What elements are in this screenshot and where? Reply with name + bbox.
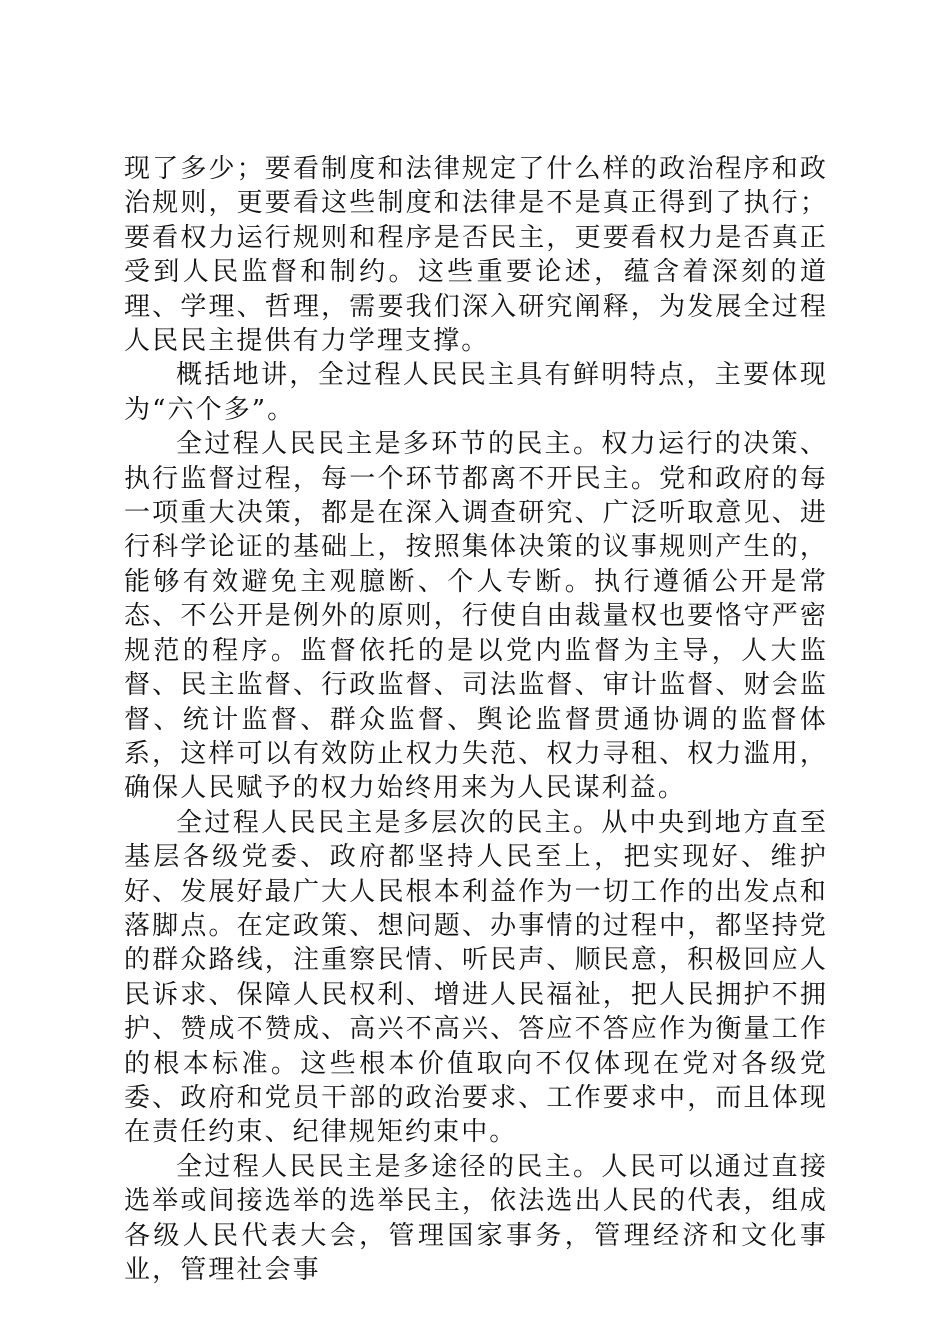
body-text [124, 152, 828, 1287]
paragraph-continuation: 现了多少；要看制度和法律规定了什么样的政治程序和政治规则，更要看这些制度和法律是不是真正得到了执行；要看权力运行规则和程序是否民主，更要看权力是否真正受到人民监督和制约。这些重要论述，蕴含着深刻的道理、学理、哲理，需要我们深入研究阐释，为发展全过程人民民主提供有力学理支撑。 [124, 154, 828, 357]
paragraph-summary: 概括地讲，全过程人民民主具有鲜明特点，主要体现为“六个多”。 [124, 360, 828, 425]
paragraph-multi-link-democracy: 全过程人民民主是多环节的民主。权力运行的决策、执行监督过程，每一个环节都离不开民主。党和政府的每一项重大决策，都是在深入调查研究、广泛听取意见、进行科学论证的基础上，按照集体决策的议事规则产生的，能够有效避免主观臆断、个人专断。执行遵循公开是常态、不公开是例外的原则，行使自由裁量权也要恪守严密规范的程序。监督依托的是以党内监督为主导，人大监督、民主监督、行政监督、司法监督、审计监督、财会监督、统计监督、群众监督、舆论监督贯通协调的监督体系，这样可以有效防止权力失范、权力寻租、权力滥用，确保人民赋予的权力始终用来为人民谋利益。 [124, 429, 828, 804]
paragraph-multi-level-democracy: 全过程人民民主是多层次的民主。从中央到地方直至基层各级党委、政府都坚持人民至上，把实现好、维护好、发展好最广大人民根本利益作为一切工作的出发点和落脚点。在定政策、想问题、办事情的过程中，都坚持党的群众路线，注重察民情、听民声、顺民意，积极回应人民诉求、保障人民权利、增进人民福祉，把人民拥护不拥护、赞成不赞成、高兴不高兴、答应不答应作为衡量工作的根本标准。这些根本价值取向不仅体现在党对各级党委、政府和党员干部的政治要求、工作要求中，而且体现在责任约束、纪律规矩约束中。 [124, 807, 828, 1148]
paragraph-multi-channel-democracy: 全过程人民民主是多途径的民主。人民可以通过直接选举或间接选举的选举民主，依法选出人民的代表，组成各级人民代表大会，管理国家事务，管理经济和文化事业，管理社会事 [124, 1151, 828, 1285]
